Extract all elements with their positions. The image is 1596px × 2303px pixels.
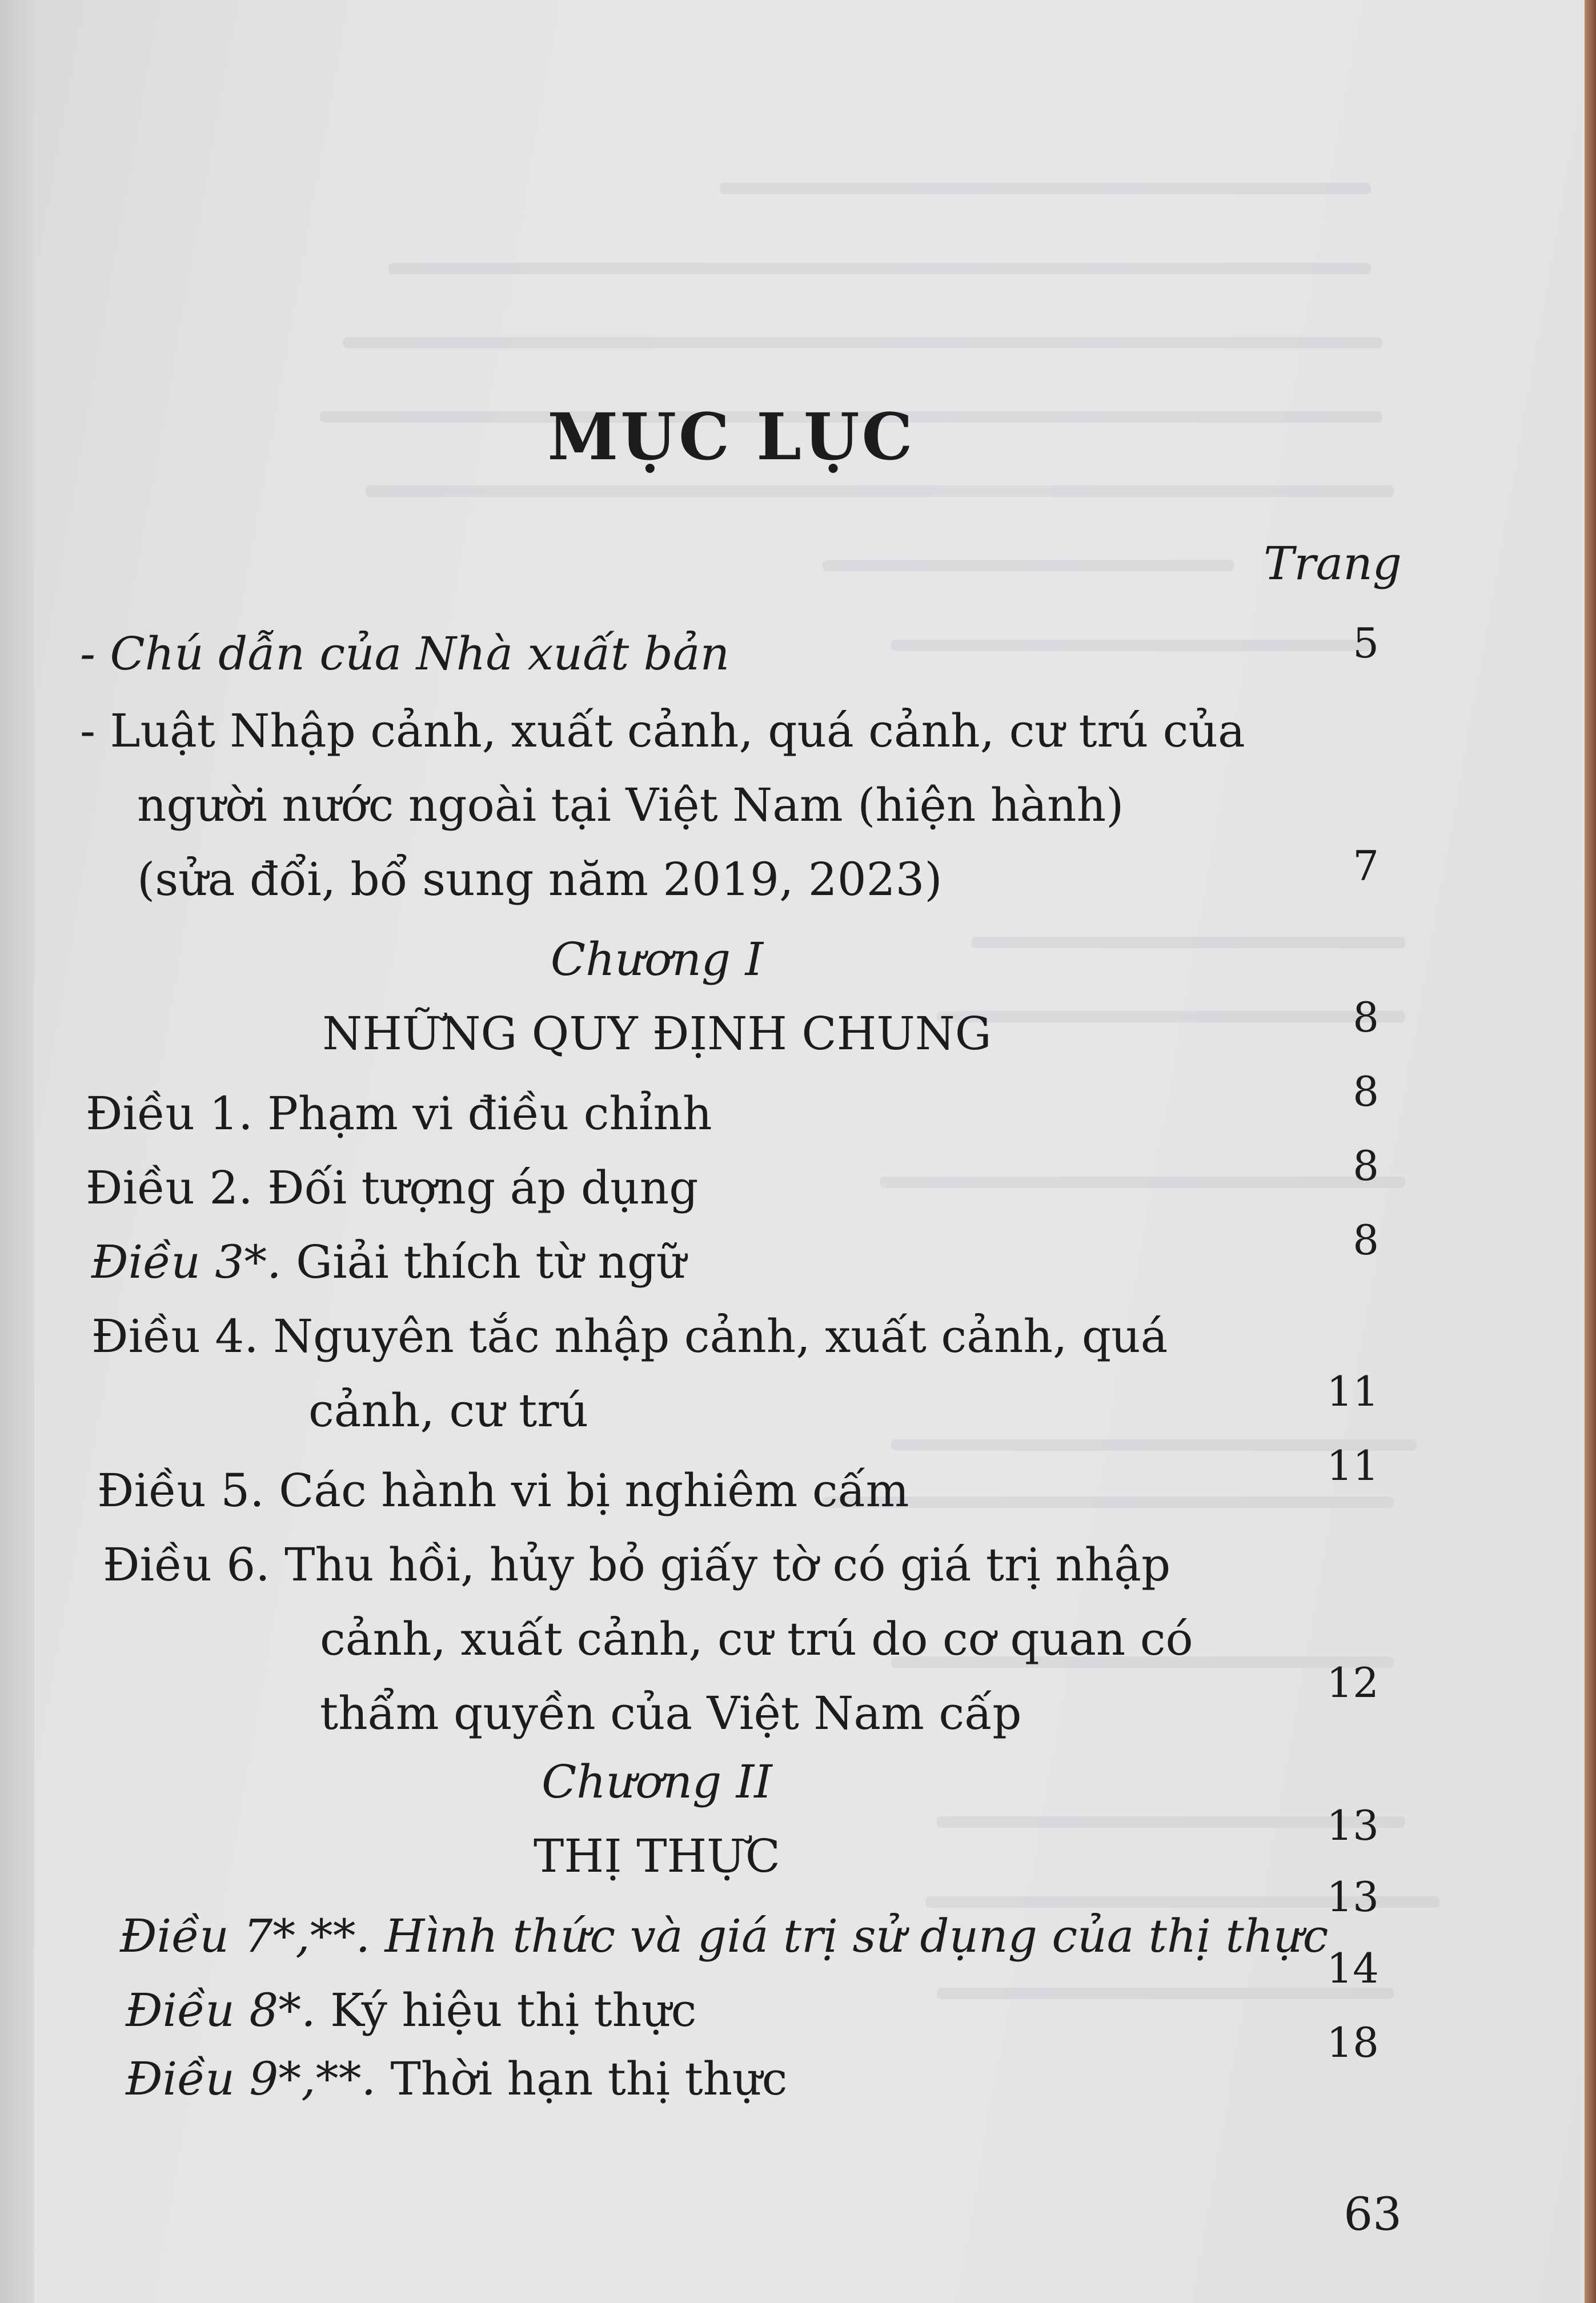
book-spine-shadow: [0, 0, 34, 2303]
toc-page-number: 11: [1326, 1442, 1379, 1490]
toc-article-continuation: cảnh, xuất cảnh, cư trú do cơ quan có: [320, 1612, 1193, 1666]
toc-page-number: 8: [1353, 993, 1379, 1041]
toc-article-continuation: thẩm quyền của Việt Nam cấp: [320, 1687, 1022, 1740]
toc-page-number: 7: [1353, 842, 1379, 890]
toc-article: Điều 2. Đối tượng áp dụng: [86, 1161, 699, 1214]
page-title: MỤC LỤC: [547, 400, 915, 475]
toc-article: Điều 7*,**. Hình thức và giá trị sử dụng của thị thực: [120, 1909, 1329, 1963]
toc-entry-publisher-note: - Chú dẫn của Nhà xuất bản: [80, 627, 730, 680]
toc-page-number: 13: [1326, 1802, 1379, 1849]
toc-page-number: 18: [1326, 2019, 1379, 2067]
footer-page-number: 63: [1344, 2188, 1402, 2241]
chapter-title: NHỮNG QUY ĐỊNH CHUNG: [322, 1007, 992, 1060]
toc-page-number: 8: [1353, 1142, 1379, 1190]
toc-article: Điều 1. Phạm vi điều chỉnh: [86, 1087, 712, 1140]
toc-page-number: 14: [1326, 1944, 1379, 1992]
toc-article: Điều 6. Thu hồi, hủy bỏ giấy tờ có giá trị nhập: [103, 1538, 1171, 1591]
toc-page-number: 5: [1353, 619, 1379, 667]
toc-article: Điều 3*. Giải thích từ ngữ: [91, 1235, 686, 1289]
toc-page-number: 12: [1326, 1659, 1379, 1707]
toc-page-number: 11: [1326, 1367, 1379, 1415]
toc-entry-law-line3: (sửa đổi, bổ sung năm 2019, 2023): [137, 853, 943, 906]
toc-page-number: 8: [1353, 1068, 1379, 1116]
chapter-title: THỊ THỰC: [534, 1829, 780, 1883]
toc-page-number: 8: [1353, 1216, 1379, 1264]
toc-article: Điều 9*,**. Thời hạn thị thực: [126, 2052, 788, 2105]
toc-article: Điều 8*. Ký hiệu thị thực: [126, 1984, 697, 2037]
book-edge: [1585, 0, 1596, 2303]
toc-page-number: 13: [1326, 1873, 1379, 1921]
chapter-label: Chương II: [542, 1755, 772, 1808]
toc-article: Điều 5. Các hành vi bị nghiêm cấm: [97, 1464, 909, 1517]
toc-entry-law-line2: người nước ngoài tại Việt Nam (hiện hành): [137, 779, 1124, 832]
toc-entry-law-line1: - Luật Nhập cảnh, xuất cảnh, quá cảnh, cư trú của: [80, 704, 1245, 757]
chapter-label: Chương I: [550, 933, 764, 986]
toc-article: Điều 4. Nguyên tắc nhập cảnh, xuất cảnh, quá: [91, 1310, 1168, 1363]
toc-article-continuation: cảnh, cư trú: [308, 1384, 589, 1437]
page-column-label: Trang: [1263, 537, 1402, 590]
